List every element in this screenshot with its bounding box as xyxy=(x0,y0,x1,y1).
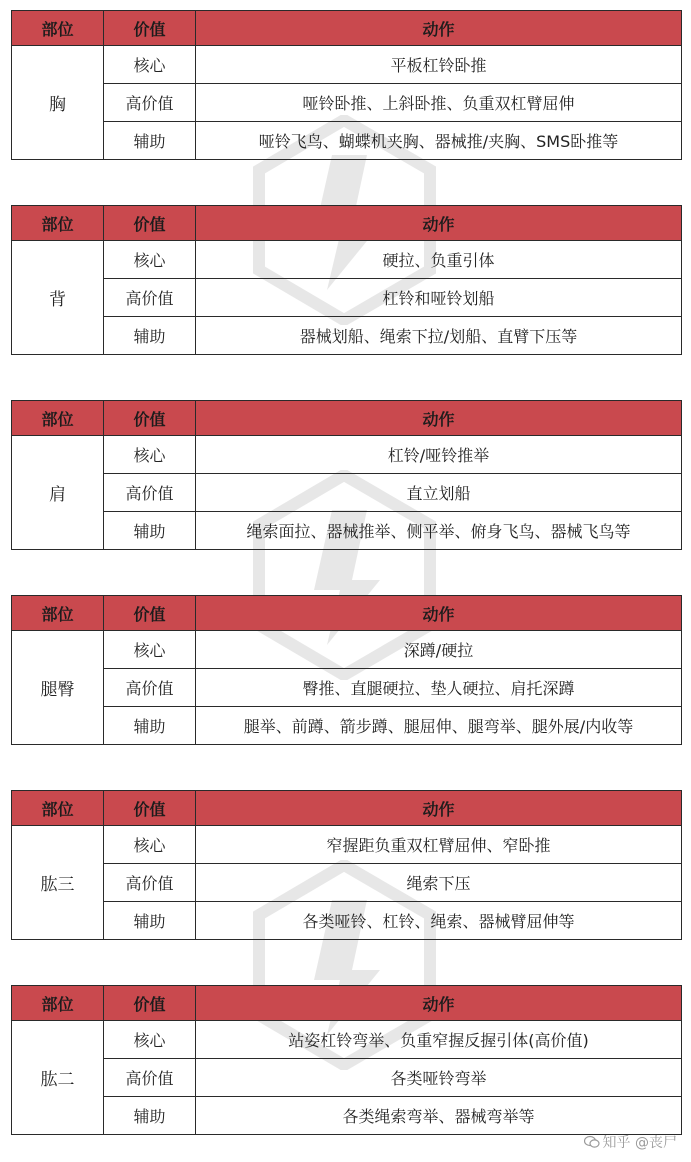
table-block xyxy=(11,10,681,160)
value-cell: 辅助 xyxy=(104,512,196,550)
value-cell: 辅助 xyxy=(104,902,196,940)
body-part-cell: 腿臀 xyxy=(12,631,104,745)
table-row xyxy=(12,1097,682,1135)
value-cell: 辅助 xyxy=(104,707,196,745)
table-row xyxy=(12,474,682,512)
action-cell: 哑铃飞鸟、蝴蝶机夹胸、器械推/夹胸、SMS卧推等 xyxy=(196,122,682,160)
body-part-cell: 背 xyxy=(12,241,104,355)
header-part: 部位 xyxy=(12,791,104,826)
header-action: 动作 xyxy=(196,596,682,631)
value-cell: 高价值 xyxy=(104,474,196,512)
table-block xyxy=(11,205,681,355)
action-cell: 绳索下压 xyxy=(196,864,682,902)
action-cell: 杠铃/哑铃推举 xyxy=(196,436,682,474)
action-cell: 直立划船 xyxy=(196,474,682,512)
exercise-table xyxy=(11,400,682,550)
exercise-table xyxy=(11,985,682,1135)
value-cell: 辅助 xyxy=(104,1097,196,1135)
action-cell: 窄握距负重双杠臂屈伸、窄卧推 xyxy=(196,826,682,864)
value-cell: 核心 xyxy=(104,826,196,864)
exercise-table xyxy=(11,790,682,940)
exercise-table xyxy=(11,205,682,355)
table-block xyxy=(11,595,681,745)
exercise-table xyxy=(11,10,682,160)
header-value: 价值 xyxy=(104,206,196,241)
value-cell: 高价值 xyxy=(104,864,196,902)
table-row xyxy=(12,84,682,122)
header-action: 动作 xyxy=(196,11,682,46)
action-cell: 站姿杠铃弯举、负重窄握反握引体(高价值) xyxy=(196,1021,682,1059)
exercise-table xyxy=(11,595,682,745)
value-cell: 辅助 xyxy=(104,122,196,160)
body-part-cell: 肱二 xyxy=(12,1021,104,1135)
table-row xyxy=(12,707,682,745)
header-value: 价值 xyxy=(104,401,196,436)
header-row xyxy=(12,596,682,631)
value-cell: 高价值 xyxy=(104,669,196,707)
action-cell: 硬拉、负重引体 xyxy=(196,241,682,279)
header-part: 部位 xyxy=(12,596,104,631)
header-part: 部位 xyxy=(12,986,104,1021)
table-row xyxy=(12,436,682,474)
action-cell: 各类绳索弯举、器械弯举等 xyxy=(196,1097,682,1135)
value-cell: 高价值 xyxy=(104,84,196,122)
table-row xyxy=(12,279,682,317)
action-cell: 腿举、前蹲、箭步蹲、腿屈伸、腿弯举、腿外展/内收等 xyxy=(196,707,682,745)
credit-text: 知乎 @丧尸 xyxy=(602,1135,677,1151)
action-cell: 臀推、直腿硬拉、垫人硬拉、肩托深蹲 xyxy=(196,669,682,707)
table-row xyxy=(12,317,682,355)
table-row xyxy=(12,241,682,279)
value-cell: 核心 xyxy=(104,436,196,474)
header-row xyxy=(12,986,682,1021)
wechat-icon xyxy=(584,1135,600,1149)
header-part: 部位 xyxy=(12,11,104,46)
action-cell: 哑铃卧推、上斜卧推、负重双杠臂屈伸 xyxy=(196,84,682,122)
table-row xyxy=(12,122,682,160)
table-block xyxy=(11,790,681,940)
value-cell: 高价值 xyxy=(104,279,196,317)
header-row xyxy=(12,401,682,436)
table-row xyxy=(12,1021,682,1059)
value-cell: 核心 xyxy=(104,631,196,669)
table-block xyxy=(11,985,681,1135)
body-part-cell: 肩 xyxy=(12,436,104,550)
table-block xyxy=(11,400,681,550)
header-action: 动作 xyxy=(196,986,682,1021)
value-cell: 核心 xyxy=(104,241,196,279)
body-part-cell: 胸 xyxy=(12,46,104,160)
header-part: 部位 xyxy=(12,401,104,436)
action-cell: 器械划船、绳索下拉/划船、直臂下压等 xyxy=(196,317,682,355)
action-cell: 杠铃和哑铃划船 xyxy=(196,279,682,317)
header-value: 价值 xyxy=(104,596,196,631)
action-cell: 平板杠铃卧推 xyxy=(196,46,682,84)
header-action: 动作 xyxy=(196,791,682,826)
value-cell: 高价值 xyxy=(104,1059,196,1097)
value-cell: 辅助 xyxy=(104,317,196,355)
action-cell: 深蹲/硬拉 xyxy=(196,631,682,669)
value-cell: 核心 xyxy=(104,46,196,84)
header-part: 部位 xyxy=(12,206,104,241)
table-row xyxy=(12,631,682,669)
header-value: 价值 xyxy=(104,986,196,1021)
header-row xyxy=(12,791,682,826)
action-cell: 绳索面拉、器械推举、侧平举、俯身飞鸟、器械飞鸟等 xyxy=(196,512,682,550)
table-row xyxy=(12,669,682,707)
action-cell: 各类哑铃、杠铃、绳索、器械臂屈伸等 xyxy=(196,902,682,940)
value-cell: 核心 xyxy=(104,1021,196,1059)
table-row xyxy=(12,512,682,550)
body-part-cell: 肱三 xyxy=(12,826,104,940)
header-value: 价值 xyxy=(104,11,196,46)
action-cell: 各类哑铃弯举 xyxy=(196,1059,682,1097)
table-row xyxy=(12,1059,682,1097)
header-row xyxy=(12,11,682,46)
table-row xyxy=(12,864,682,902)
credit-watermark xyxy=(584,1132,677,1152)
header-action: 动作 xyxy=(196,401,682,436)
table-row xyxy=(12,902,682,940)
header-row xyxy=(12,206,682,241)
table-row xyxy=(12,46,682,84)
table-row xyxy=(12,826,682,864)
header-value: 价值 xyxy=(104,791,196,826)
header-action: 动作 xyxy=(196,206,682,241)
